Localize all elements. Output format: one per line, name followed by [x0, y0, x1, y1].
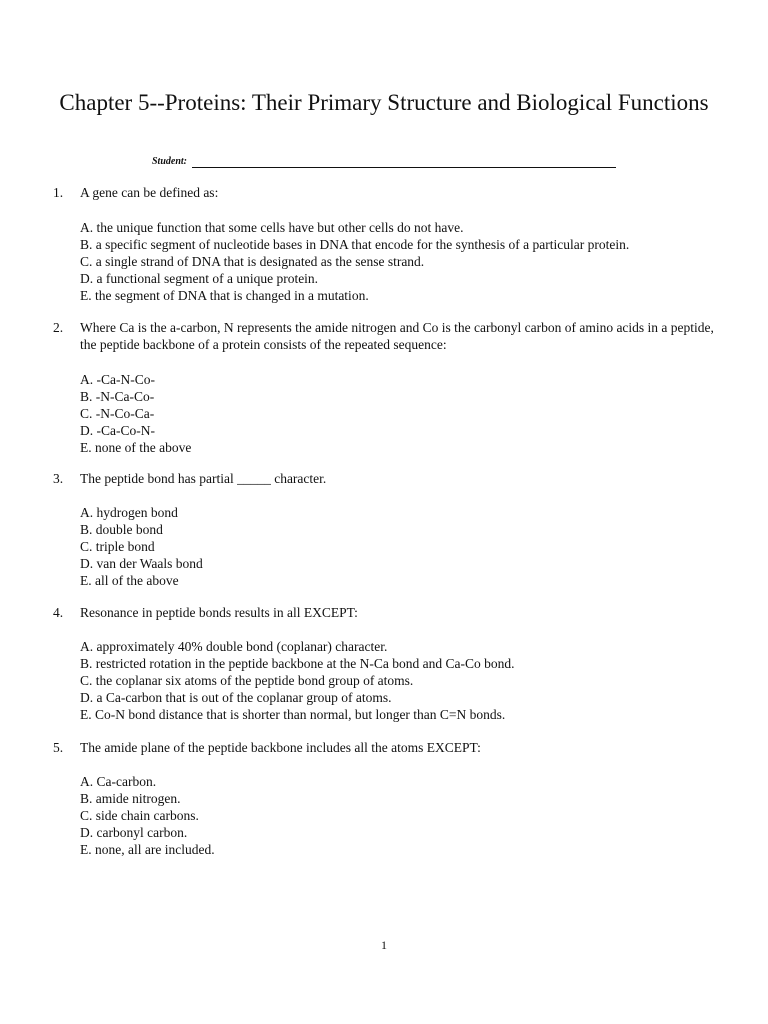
document-title: Chapter 5--Proteins: Their Primary Structure and Biological Functions — [59, 90, 709, 115]
answer-option: D. van der Waals bond — [80, 556, 203, 571]
answer-option: E. none, all are included. — [80, 842, 215, 857]
answer-option: E. none of the above — [80, 440, 192, 455]
answer-option: A. the unique function that some cells have but other cells do not have. — [80, 220, 464, 235]
question-text: Resonance in peptide bonds results in all EXCEPT: — [80, 605, 358, 620]
student-label: Student: — [152, 156, 188, 167]
answer-option: B. -N-Ca-Co- — [80, 389, 155, 404]
answer-option: B. double bond — [80, 522, 163, 537]
student-name-line — [192, 167, 616, 168]
answer-options — [80, 371, 740, 456]
answer-option: C. the coplanar six atoms of the peptide bond group of atoms. — [80, 673, 414, 688]
question-text: The peptide bond has partial _____ character. — [80, 471, 327, 486]
question-number: 1. — [53, 185, 64, 200]
question-number: 4. — [53, 605, 64, 620]
answer-option: D. -Ca-Co-N- — [80, 423, 155, 438]
answer-option: C. a single strand of DNA that is designated as the sense strand. — [80, 254, 425, 269]
answer-option: D. carbonyl carbon. — [80, 825, 188, 840]
answer-options — [80, 504, 740, 589]
answer-options — [80, 219, 740, 304]
answer-option: A. approximately 40% double bond (coplanar) character. — [80, 639, 388, 654]
question-number: 5. — [53, 740, 64, 755]
page-number: 1 — [381, 938, 387, 952]
answer-option: A. hydrogen bond — [80, 505, 178, 520]
answer-option: C. triple bond — [80, 539, 155, 554]
answer-option: C. side chain carbons. — [80, 808, 199, 823]
answer-option: A. -Ca-N-Co- — [80, 372, 155, 387]
answer-option: D. a functional segment of a unique protein. — [80, 271, 319, 286]
question-text: Where Ca is the a-carbon, N represents the amide nitrogen and Co is the carbonyl carbon of amino acids in a peptide, the peptide backbone of a protein consists of the repeated sequence: — [80, 320, 714, 352]
answer-option: B. amide nitrogen. — [80, 791, 181, 806]
answer-option: E. the segment of DNA that is changed in a mutation. — [80, 288, 369, 303]
answer-option: A. Ca-carbon. — [80, 774, 157, 789]
answer-options — [80, 773, 740, 858]
question-text: The amide plane of the peptide backbone includes all the atoms EXCEPT: — [80, 740, 481, 755]
question-text: A gene can be defined as: — [80, 185, 219, 200]
question-number: 2. — [53, 320, 64, 335]
answer-option: D. a Ca-carbon that is out of the coplanar group of atoms. — [80, 690, 392, 705]
answer-options — [80, 638, 740, 723]
answer-option: B. restricted rotation in the peptide backbone at the N-Ca bond and Ca-Co bond. — [80, 656, 515, 671]
answer-option: B. a specific segment of nucleotide bases in DNA that encode for the synthesis of a particular protein. — [80, 237, 630, 252]
answer-option: E. Co-N bond distance that is shorter than normal, but longer than C=N bonds. — [80, 707, 506, 722]
question-number: 3. — [53, 471, 64, 486]
answer-option: E. all of the above — [80, 573, 179, 588]
answer-option: C. -N-Co-Ca- — [80, 406, 155, 421]
